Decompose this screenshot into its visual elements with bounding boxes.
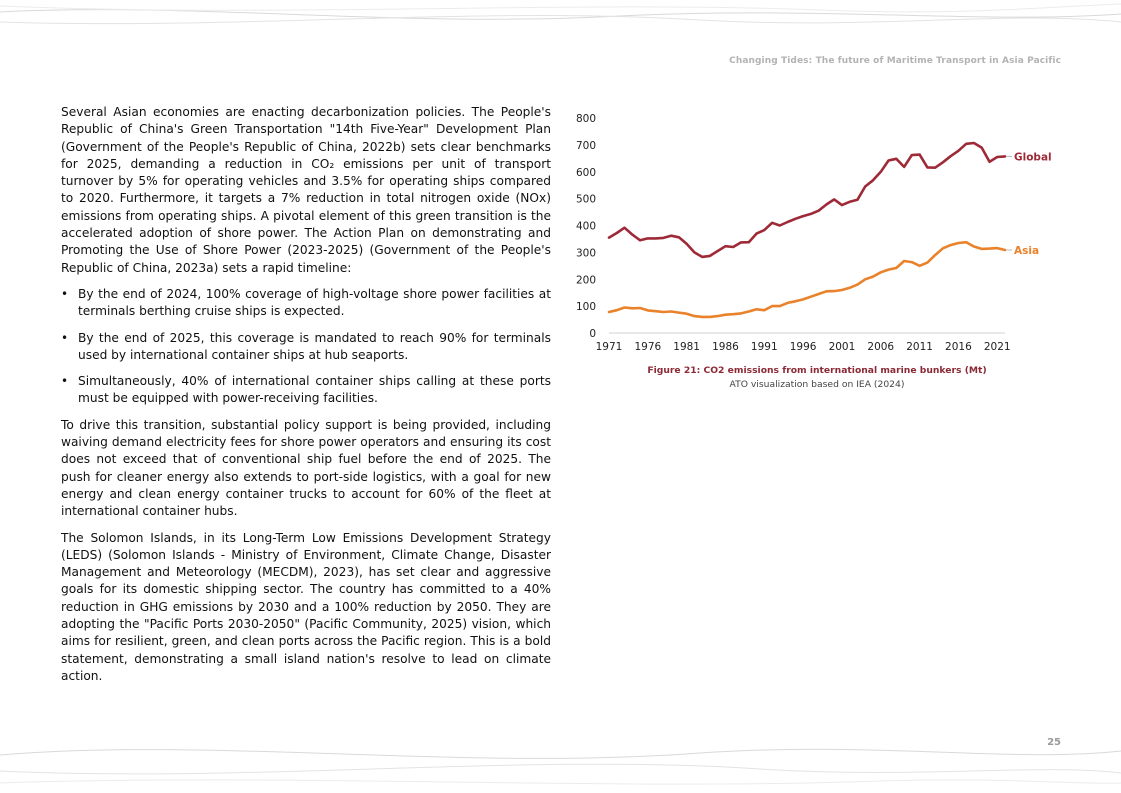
x-tick-label: 2001 bbox=[828, 341, 856, 353]
y-tick-label: 300 bbox=[575, 247, 596, 260]
footer-wave-decoration bbox=[0, 723, 1121, 793]
figure-caption: Figure 21: CO2 emissions from international marine bunkers (Mt) bbox=[647, 365, 987, 376]
series-label-asia: Asia bbox=[1014, 244, 1040, 257]
x-tick-label: 2011 bbox=[906, 341, 933, 353]
x-tick-label: 2006 bbox=[867, 341, 895, 353]
paragraph-solomon-islands: The Solomon Islands, in its Long-Term Low Emissions Development Strategy (LEDS) (Solomon Islands - Ministry of Environment, Climate Change, Disaster Management and Meteorology (MECDM), 2023), has set clear and aggressive goals for its domestic shipping sector. The country has committed to a 40% reduction in GHG emissions by 2030 and a 100% reduction by 2050. They are adopting the "Pacific Ports 2030-2050" (Pacific Community, 2025) vision, which aims for resilient, green, and clean ports across the Pacific region. This is a bold statement, demonstrating a small island nation's resolve to lead on climate action. bbox=[61, 530, 551, 683]
y-tick-label: 400 bbox=[575, 220, 596, 233]
series-line-asia bbox=[609, 242, 1005, 317]
shore-power-timeline-list bbox=[61, 286, 551, 408]
list-item: • By the end of 2025, this coverage is mandated to reach 90% for terminals used by international container ships at hub seaports. bbox=[61, 330, 551, 365]
y-tick-label: 200 bbox=[575, 274, 596, 287]
body-text-column bbox=[61, 104, 551, 694]
x-tick-label: 2016 bbox=[945, 341, 972, 353]
series-label-global: Global bbox=[1014, 151, 1052, 164]
paragraph-policy-support: To drive this transition, substantial policy support is being provided, including waiving demand electricity fees for shore power operators and ensuring its cost does not exceed that of conventional ship fuel before the end of 2025. The push for cleaner energy also extends to port-side logistics, with a goal for new energy and clean energy container trucks to account for 60% of the fleet at international container hubs. bbox=[61, 417, 551, 519]
figure-source: ATO visualization based on IEA (2024) bbox=[729, 379, 905, 390]
header-wave-decoration bbox=[0, 0, 1121, 60]
y-tick-label: 600 bbox=[575, 166, 596, 179]
co2-emissions-line-chart bbox=[572, 105, 1062, 360]
x-tick-label: 1996 bbox=[789, 341, 817, 353]
x-tick-label: 1986 bbox=[712, 341, 739, 353]
running-header: Changing Tides: The future of Maritime Transport in Asia Pacific bbox=[729, 56, 1061, 66]
list-item: • Simultaneously, 40% of international container ships calling at these ports must be equipped with power-receiving facilities. bbox=[61, 373, 551, 408]
y-tick-label: 800 bbox=[575, 113, 596, 125]
y-tick-label: 0 bbox=[589, 328, 596, 340]
x-tick-label: 1976 bbox=[634, 341, 662, 353]
list-item: • By the end of 2024, 100% coverage of high-voltage shore power facilities at terminals berthing cruise ships is expected. bbox=[61, 286, 551, 321]
figure-21 bbox=[572, 105, 1052, 405]
x-tick-label: 1981 bbox=[673, 341, 701, 353]
y-tick-label: 500 bbox=[575, 193, 596, 206]
y-tick-label: 100 bbox=[575, 301, 596, 314]
series-line-global bbox=[609, 143, 1005, 257]
x-tick-label: 1991 bbox=[750, 341, 778, 353]
x-tick-label: 1971 bbox=[595, 341, 623, 353]
paragraph-china-policy: Several Asian economies are enacting decarbonization policies. The People's Republic of China's Green Transportation "14th Five-Year" Development Plan (Government of the People's Republic of China, 2022b) sets clear benchmarks for 2025, demanding a reduction in CO₂ emissions per unit of transport turnover by 5% for operating vehicles and 3.5% for operating ships compared to 2020. Furthermore, it targets a 7% reduction in total nitrogen oxide (NOx) emissions from operating ships. A pivotal element of this green transition is the accelerated adoption of shore power. The Action Plan on demonstrating and Promoting the Use of Shore Power (2023-2025) (Government of the People's Republic of China, 2023a) sets a rapid timeline: bbox=[61, 105, 551, 275]
y-tick-label: 700 bbox=[575, 139, 596, 152]
page-number: 25 bbox=[1047, 737, 1061, 748]
x-tick-label: 2021 bbox=[983, 341, 1011, 353]
